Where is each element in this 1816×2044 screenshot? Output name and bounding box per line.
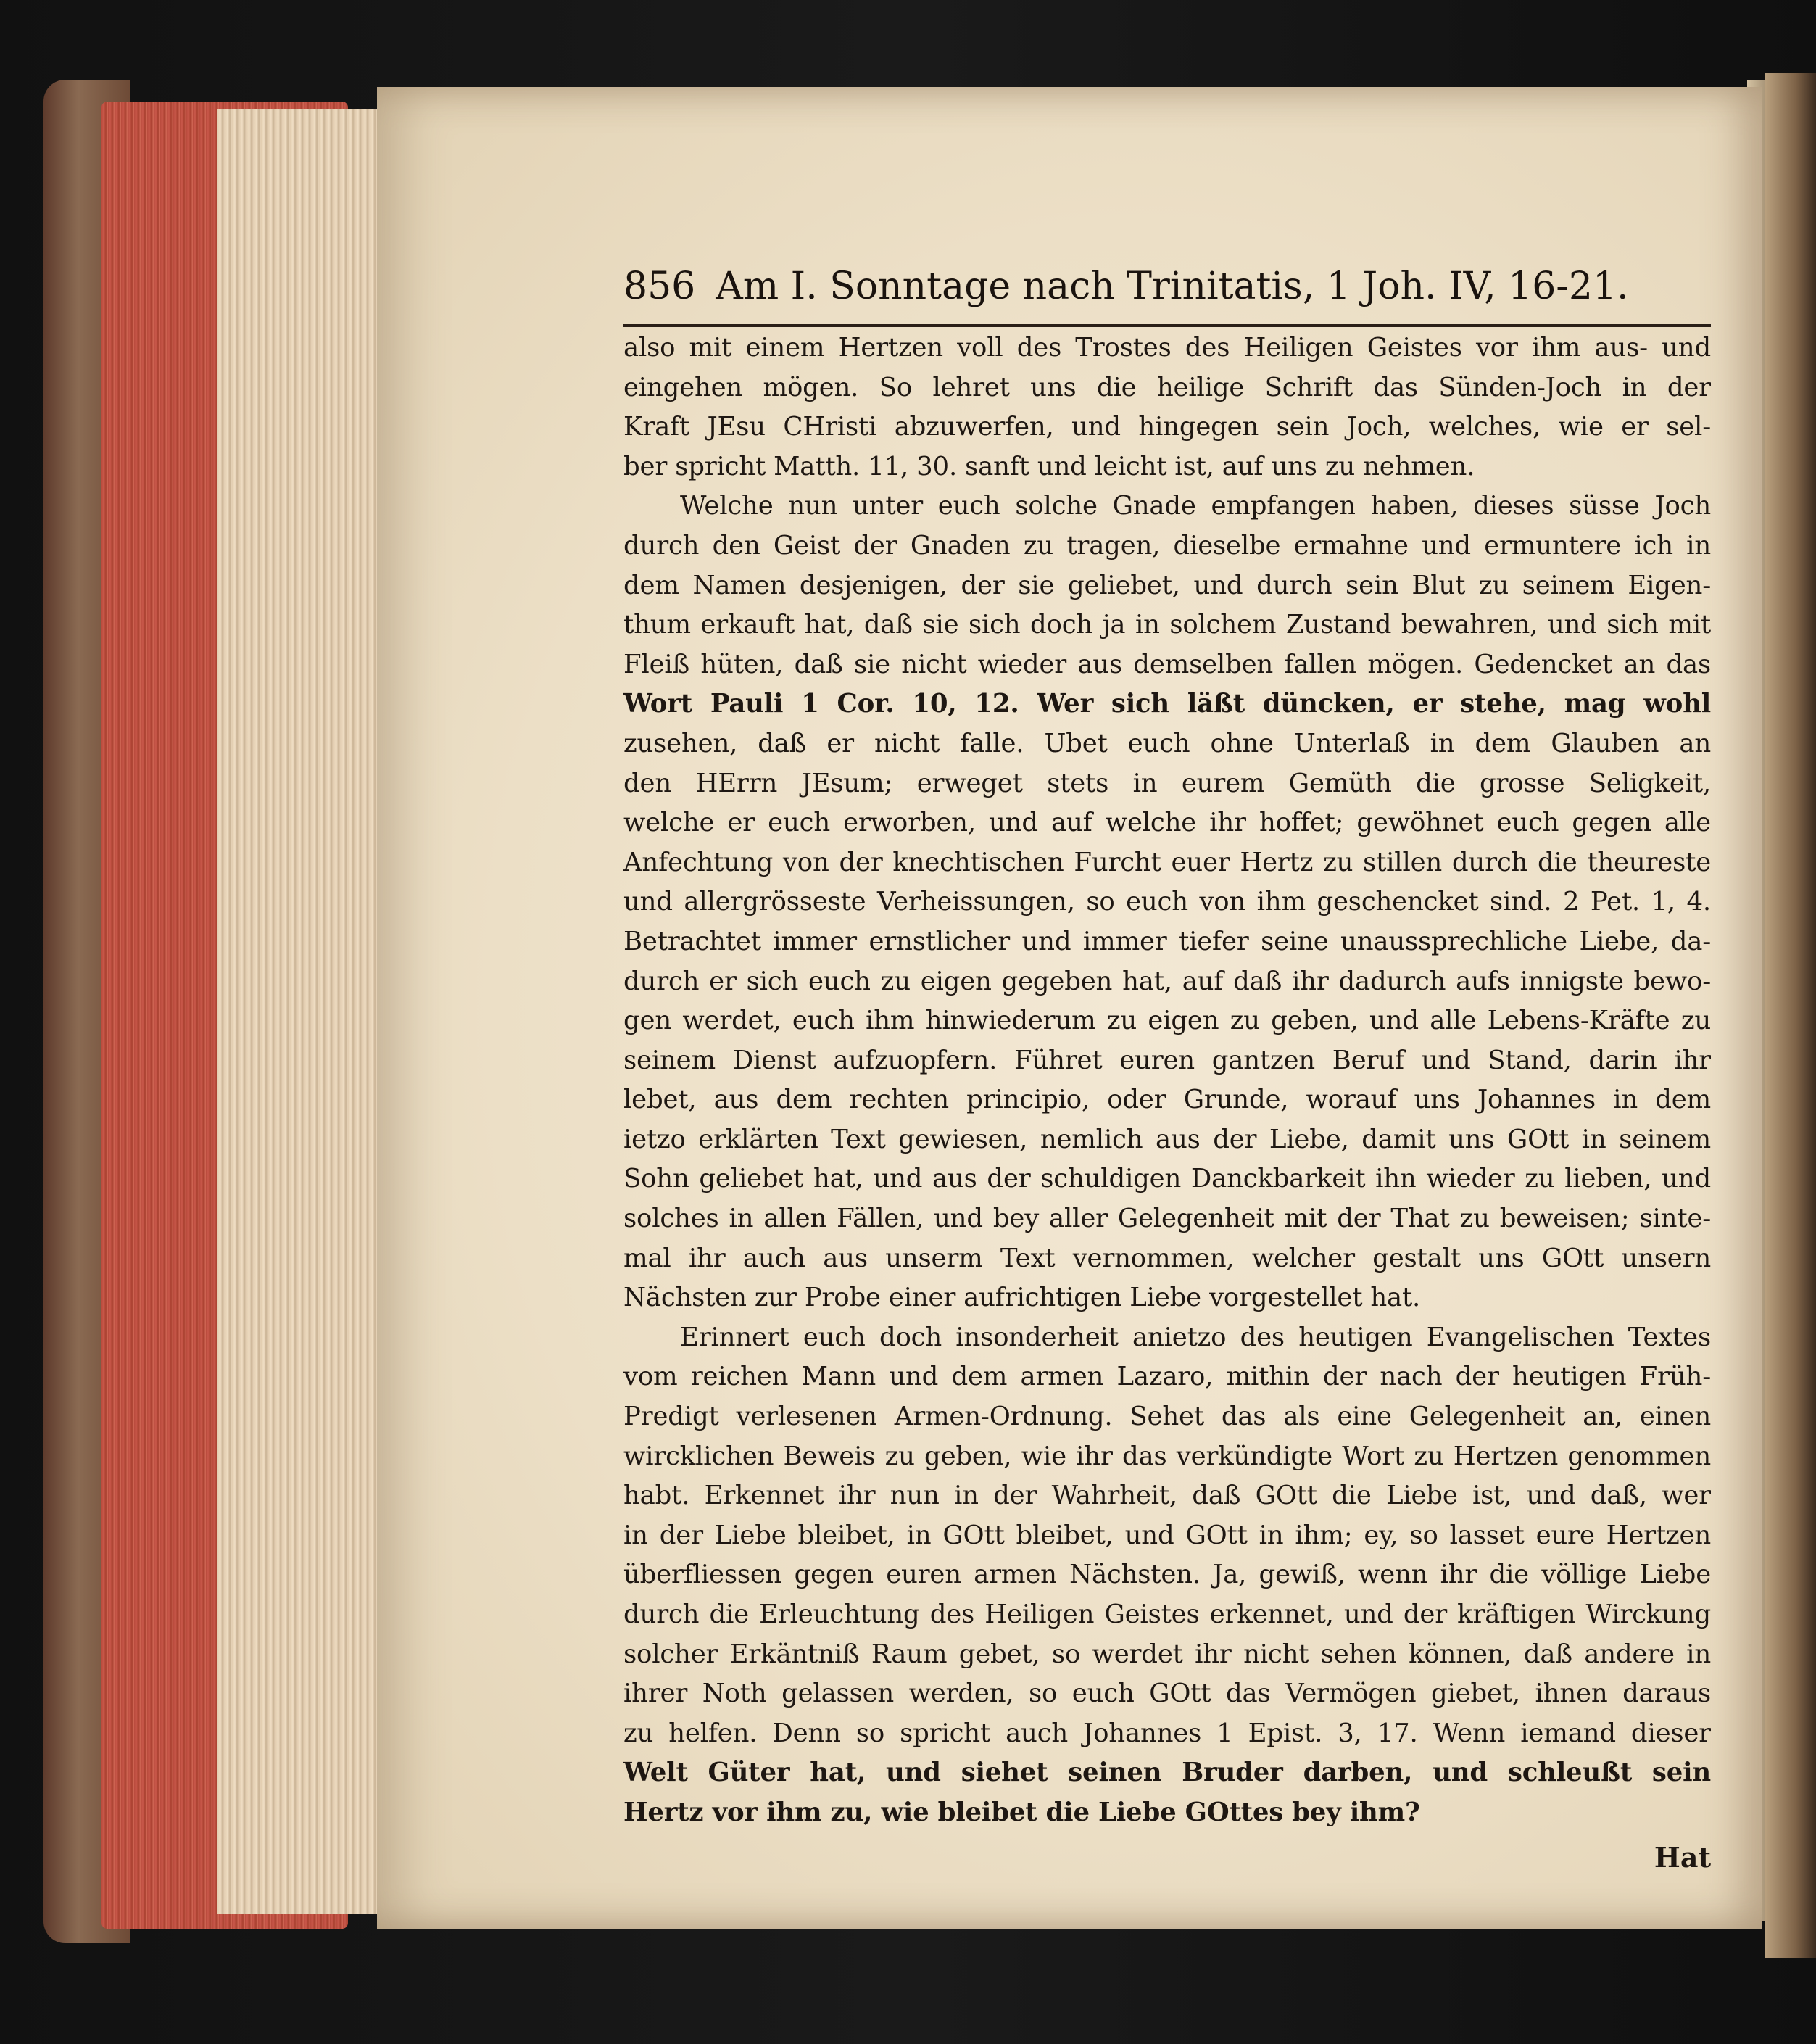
text-line: durch den Geist der Gnaden zu tragen, dieselbe ermahne und ermuntere ich in	[623, 530, 1711, 560]
page-header	[623, 257, 1711, 315]
text-line: welche er euch erworben, und auf welche ihr hoffet; gewöhnet euch gegen alle	[623, 808, 1711, 838]
book-page	[377, 87, 1762, 1929]
text-line: Sohn geliebet hat, und aus der schuldigen Danckbarkeit ihn wieder zu lieben, und	[623, 1164, 1711, 1194]
text-line: Betrachtet immer ernstlicher und immer tiefer seine unaussprechliche Liebe, da-	[623, 926, 1711, 956]
text-line: durch er sich euch zu eigen gegeben hat, auf daß ihr dadurch aufs innigste bewo-	[623, 966, 1711, 996]
text-line: überfliessen gegen euren armen Nächsten. Ja, gewiß, wenn ihr die völlige Liebe	[623, 1560, 1711, 1590]
text-line: seinem Dienst aufzuopfern. Führet euren gantzen Beruf und Stand, darin ihr	[623, 1045, 1711, 1075]
text-line: und allergrösseste Verheissungen, so euch von ihm geschencket sind. 2 Pet. 1, 4.	[623, 887, 1711, 917]
text-line: also mit einem Hertzen voll des Trostes des Heiligen Geistes vor ihm aus- und	[623, 333, 1711, 363]
text-line: dem Namen desjenigen, der sie geliebet, und durch sein Blut zu seinem Eigen-	[623, 570, 1711, 600]
page-number: 856	[623, 265, 696, 308]
text-line: Welche nun unter euch solche Gnade empfangen haben, dieses süsse Joch	[680, 491, 1711, 521]
text-line: ietzo erklärten Text gewiesen, nemlich aus der Liebe, damit uns GOtt in seinem	[623, 1124, 1711, 1154]
text-line: gen werdet, euch ihm hinwiederum zu eigen zu geben, und alle Lebens-Kräfte zu	[623, 1006, 1711, 1036]
text-line: Anfechtung von der knechtischen Furcht euer Hertz zu stillen durch die theureste	[623, 847, 1711, 877]
text-line: wircklichen Beweis zu geben, wie ihr das verkündigte Wort zu Hertzen genommen	[623, 1441, 1711, 1471]
text-line: Nächsten zur Probe einer aufrichtigen Liebe vorgestellet hat.	[623, 1283, 1421, 1313]
text-line: zusehen, daß er nicht falle. Ubet euch ohne Unterlaß in dem Glauben an	[623, 728, 1711, 758]
text-line: solcher Erkäntniß Raum gebet, so werdet ihr nicht sehen können, daß andere in	[623, 1639, 1711, 1669]
text-line: Kraft JEsu CHristi abzuwerfen, und hingegen sein Joch, welches, wie er sel-	[623, 412, 1711, 442]
text-line: Erinnert euch doch insonderheit anietzo des heutigen Evangelischen Textes	[680, 1322, 1711, 1352]
text-line: in der Liebe bleibet, in GOtt bleibet, und GOtt in ihm; ey, so lasset eure Hertzen	[623, 1520, 1711, 1550]
text-line: solches in allen Fällen, und bey aller Gelegenheit mit der That zu beweisen; sinte-	[623, 1204, 1711, 1234]
catchword: Hat	[1654, 1840, 1711, 1874]
text-line: Welt Güter hat, und siehet seinen Bruder darben, und schleußt sein	[623, 1758, 1711, 1788]
text-line: mal ihr auch aus unserm Text vernommen, welcher gestalt uns GOtt unsern	[623, 1243, 1711, 1273]
text-line: thum erkauft hat, daß sie sich doch ja in solchem Zustand bewahren, und sich mit	[623, 610, 1711, 640]
header-rule	[623, 324, 1711, 327]
text-line: Hertz vor ihm zu, wie bleibet die Liebe GOttes bey ihm?	[623, 1797, 1420, 1827]
text-block	[623, 257, 1711, 1879]
running-title: Am I. Sonntage nach Trinitatis, 1 Joh. IV, 16-21.	[716, 265, 1629, 308]
text-line: zu helfen. Denn so spricht auch Johannes 1 Epist. 3, 17. Wenn iemand dieser	[623, 1718, 1711, 1748]
book-cover-right	[1765, 73, 1816, 1958]
text-line: eingehen mögen. So lehret uns die heilige Schrift das Sünden-Joch in der	[623, 372, 1711, 402]
text-line: habt. Erkennet ihr nun in der Wahrheit, daß GOtt die Liebe ist, und daß, wer	[623, 1481, 1711, 1511]
text-line: Predigt verlesenen Armen-Ordnung. Sehet das als eine Gelegenheit an, einen	[623, 1402, 1711, 1432]
page-stack	[217, 109, 384, 1914]
body-text	[623, 328, 1711, 1833]
text-line: vom reichen Mann und dem armen Lazaro, mithin der nach der heutigen Früh-	[623, 1362, 1711, 1392]
text-line: ihrer Noth gelassen werden, so euch GOtt das Vermögen giebet, ihnen daraus	[623, 1679, 1711, 1709]
text-line: Fleiß hüten, daß sie nicht wieder aus demselben fallen mögen. Gedencket an das	[623, 649, 1711, 679]
text-line: lebet, aus dem rechten principio, oder Grunde, worauf uns Johannes in dem	[623, 1085, 1711, 1115]
text-line: Wort Pauli 1 Cor. 10, 12. Wer sich läßt düncken, er stehe, mag wohl	[623, 689, 1711, 719]
text-line: ber spricht Matth. 11, 30. sanft und leicht ist, auf uns zu nehmen.	[623, 451, 1475, 481]
text-line: den HErrn JEsum; erweget stets in eurem Gemüth die grosse Seligkeit,	[623, 768, 1711, 798]
text-line: durch die Erleuchtung des Heiligen Geistes erkennet, und der kräftigen Wirckung	[623, 1600, 1711, 1629]
